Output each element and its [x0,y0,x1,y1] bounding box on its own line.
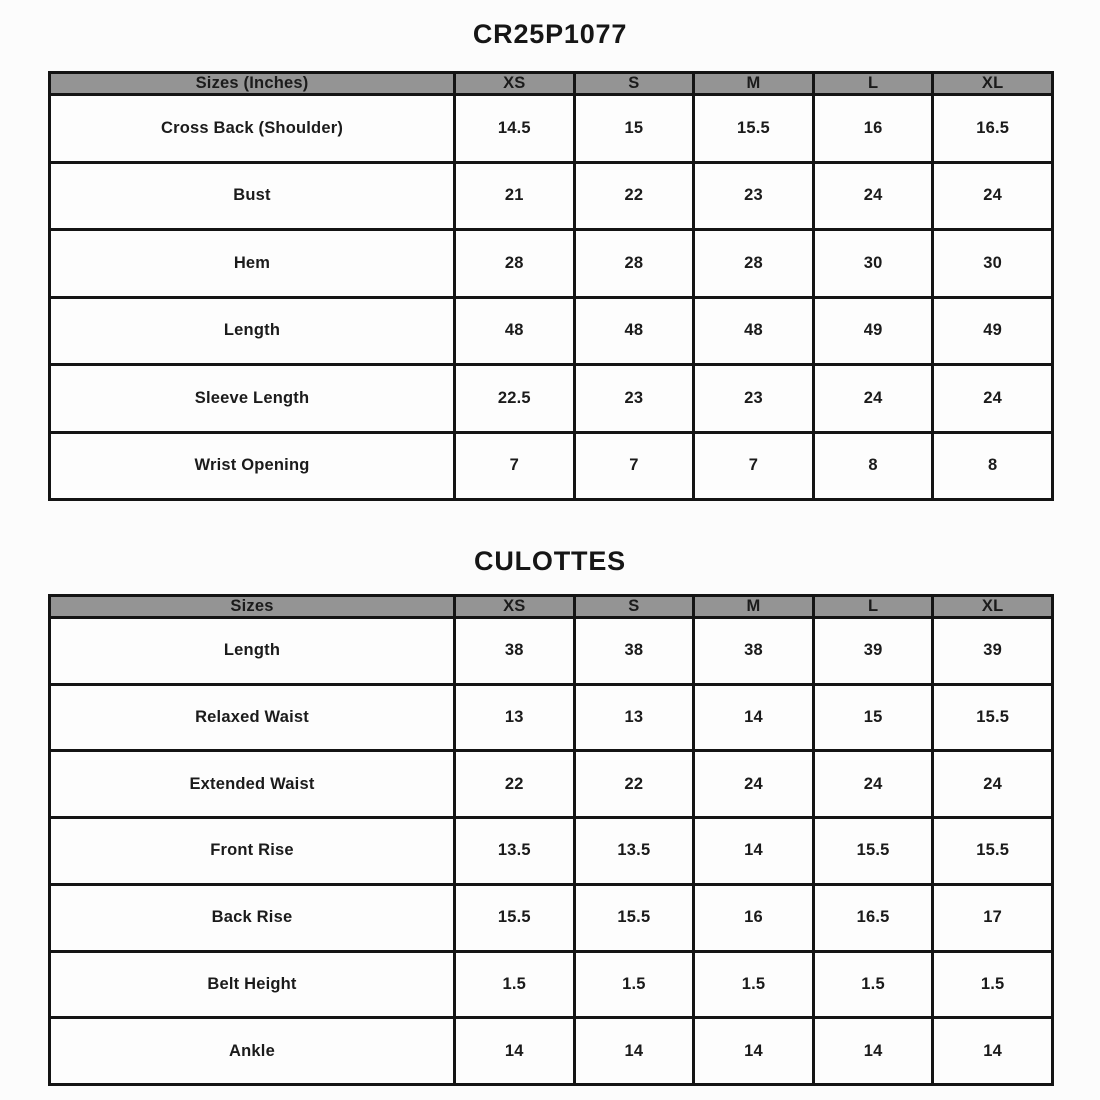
measurement-value-cell: 15.5 [455,884,575,951]
measurement-value-cell: 16 [694,884,814,951]
table-row [50,162,1053,230]
table-row [50,230,1053,298]
measurement-value-cell: 24 [813,365,933,433]
size-table-garment [48,71,1054,501]
measurement-value-cell: 28 [574,230,694,298]
measurement-value-cell: 48 [455,297,575,365]
header-label-cell: Sizes [50,596,455,618]
header-row [50,596,1053,618]
measurement-value-cell: 24 [933,162,1053,230]
measurement-value-cell: 14 [455,1018,575,1085]
measurement-value-cell: 16 [813,95,933,163]
measurement-value-cell: 24 [933,365,1053,433]
measurement-value-cell: 28 [455,230,575,298]
measurement-value-cell: 7 [574,432,694,500]
measurement-value-cell: 22 [574,162,694,230]
table-row [50,1018,1053,1085]
header-size-cell: XS [455,73,575,95]
table-row [50,818,1053,885]
header-size-cell: M [694,596,814,618]
measurement-value-cell: 1.5 [933,951,1053,1018]
measurement-value-cell: 49 [933,297,1053,365]
measurement-label-cell: Ankle [50,1018,455,1085]
measurement-value-cell: 15.5 [694,95,814,163]
table-row [50,365,1053,433]
measurement-value-cell: 22.5 [455,365,575,433]
measurement-value-cell: 8 [813,432,933,500]
table-row [50,884,1053,951]
measurement-value-cell: 30 [813,230,933,298]
size-table-culottes [48,594,1054,1086]
measurement-value-cell: 38 [455,618,575,685]
measurement-value-cell: 7 [455,432,575,500]
header-size-cell: M [694,73,814,95]
measurement-label-cell: Front Rise [50,818,455,885]
measurement-value-cell: 1.5 [694,951,814,1018]
measurement-value-cell: 30 [933,230,1053,298]
table-row [50,297,1053,365]
table-row [50,432,1053,500]
measurement-label-cell: Bust [50,162,455,230]
measurement-value-cell: 14 [933,1018,1053,1085]
measurement-value-cell: 16.5 [813,884,933,951]
measurement-value-cell: 48 [694,297,814,365]
measurement-value-cell: 14 [574,1018,694,1085]
measurement-label-cell: Cross Back (Shoulder) [50,95,455,163]
measurement-value-cell: 39 [813,618,933,685]
measurement-label-cell: Length [50,618,455,685]
measurement-value-cell: 14.5 [455,95,575,163]
measurement-value-cell: 39 [933,618,1053,685]
measurement-value-cell: 24 [694,751,814,818]
header-size-cell: S [574,73,694,95]
table-row [50,684,1053,751]
table-row [50,618,1053,685]
measurement-value-cell: 38 [574,618,694,685]
section-culottes-table [0,501,1100,1086]
measurement-value-cell: 7 [694,432,814,500]
measurement-value-cell: 23 [694,365,814,433]
table-row [50,95,1053,163]
header-size-cell: S [574,596,694,618]
measurement-value-cell: 13 [455,684,575,751]
measurement-value-cell: 15 [813,684,933,751]
measurement-value-cell: 14 [813,1018,933,1085]
measurement-value-cell: 17 [933,884,1053,951]
measurement-label-cell: Extended Waist [50,751,455,818]
measurement-label-cell: Sleeve Length [50,365,455,433]
measurement-value-cell: 1.5 [574,951,694,1018]
measurement-value-cell: 48 [574,297,694,365]
measurement-value-cell: 16.5 [933,95,1053,163]
measurement-label-cell: Belt Height [50,951,455,1018]
measurement-value-cell: 24 [813,751,933,818]
measurement-value-cell: 49 [813,297,933,365]
culottes-title: CULOTTES [474,546,626,576]
measurement-value-cell: 15.5 [933,818,1053,885]
measurement-value-cell: 22 [455,751,575,818]
header-row [50,73,1053,95]
measurement-value-cell: 22 [574,751,694,818]
measurement-value-cell: 14 [694,818,814,885]
measurement-label-cell: Length [50,297,455,365]
measurement-value-cell: 38 [694,618,814,685]
table-row [50,751,1053,818]
measurement-value-cell: 13.5 [574,818,694,885]
measurement-value-cell: 14 [694,1018,814,1085]
measurement-value-cell: 15.5 [813,818,933,885]
measurement-value-cell: 13 [574,684,694,751]
header-size-cell: L [813,73,933,95]
table-row [50,951,1053,1018]
header-label-cell: Sizes (Inches) [50,73,455,95]
header-size-cell: XL [933,596,1053,618]
measurement-label-cell: Hem [50,230,455,298]
measurement-value-cell: 24 [813,162,933,230]
measurement-value-cell: 23 [694,162,814,230]
measurement-value-cell: 23 [574,365,694,433]
measurement-label-cell: Relaxed Waist [50,684,455,751]
measurement-value-cell: 15.5 [574,884,694,951]
header-size-cell: XL [933,73,1053,95]
measurement-value-cell: 1.5 [813,951,933,1018]
header-size-cell: L [813,596,933,618]
measurement-value-cell: 15 [574,95,694,163]
measurement-value-cell: 15.5 [933,684,1053,751]
measurement-label-cell: Back Rise [50,884,455,951]
measurement-value-cell: 8 [933,432,1053,500]
measurement-value-cell: 28 [694,230,814,298]
measurement-value-cell: 14 [694,684,814,751]
section-product-table [0,0,1100,501]
measurement-label-cell: Wrist Opening [50,432,455,500]
measurement-value-cell: 21 [455,162,575,230]
measurement-value-cell: 24 [933,751,1053,818]
measurement-value-cell: 13.5 [455,818,575,885]
header-size-cell: XS [455,596,575,618]
product-code-title: CR25P1077 [472,19,628,49]
measurement-value-cell: 1.5 [455,951,575,1018]
